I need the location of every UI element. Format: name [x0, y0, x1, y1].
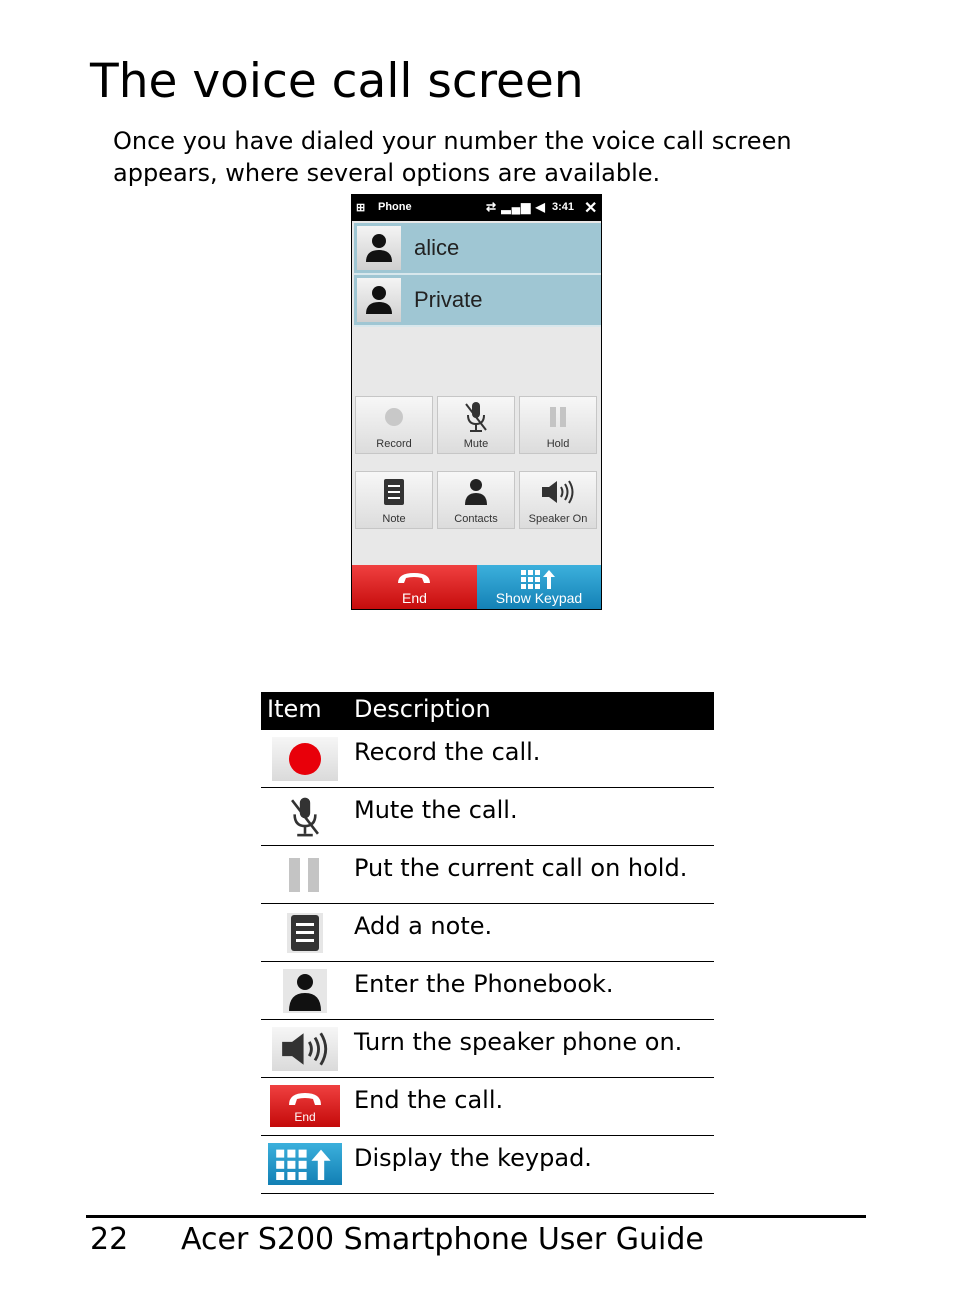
table-row [261, 904, 714, 962]
footer-guide-title: Acer S200 Smartphone User Guide [181, 1222, 704, 1257]
table-row [261, 1020, 714, 1078]
show-keypad-label: Show Keypad [495, 590, 583, 606]
table-row [261, 1136, 714, 1194]
intro-paragraph: Once you have dialed your number the voice call screen appears, where several options are available. [113, 127, 792, 187]
mute-icon [269, 795, 341, 839]
record-icon [356, 399, 432, 435]
note-icon [356, 474, 432, 510]
record-icon [272, 737, 338, 781]
show-keypad-button[interactable] [477, 565, 601, 610]
row-description: End the call. [354, 1086, 504, 1114]
contact-avatar-icon [357, 278, 401, 322]
row-description: Turn the speaker phone on. [354, 1028, 683, 1056]
close-icon: ✕ [584, 200, 598, 217]
speaker-on-label: Speaker On [528, 513, 588, 525]
row-description: Put the current call on hold. [354, 854, 688, 882]
contact-avatar-icon [357, 226, 401, 270]
contact-name: alice [414, 235, 460, 260]
mute-icon [438, 399, 514, 435]
windows-start-icon: ⊞ [356, 202, 366, 214]
row-description: Record the call. [354, 738, 541, 766]
contact-name: Private [414, 287, 483, 312]
note-button[interactable] [355, 471, 433, 529]
note-label: Note [382, 513, 406, 525]
header-description: Description [354, 695, 491, 723]
table-row [261, 846, 714, 904]
hold-button[interactable] [519, 396, 597, 454]
end-call-icon [270, 1085, 340, 1127]
contacts-label: Contacts [454, 513, 498, 525]
svg-text:End: End [294, 1110, 316, 1124]
row-description: Mute the call. [354, 796, 518, 824]
table-row [261, 962, 714, 1020]
row-description: Display the keypad. [354, 1144, 592, 1172]
contact-row-2 [354, 275, 601, 327]
table-row [261, 730, 714, 788]
status-icons: ⇄ ▂▄▆ ◀ [486, 200, 546, 214]
end-call-icon [394, 569, 434, 589]
row-description: Enter the Phonebook. [354, 970, 614, 998]
end-label: End [402, 590, 427, 606]
contacts-icon [438, 474, 514, 510]
note-icon [269, 911, 341, 955]
page-title: The voice call screen [90, 54, 584, 109]
status-app-title: Phone [378, 201, 412, 213]
row-description: Add a note. [354, 912, 493, 940]
speaker-icon [520, 474, 596, 510]
page-number: 22 [90, 1222, 129, 1257]
status-bar [352, 195, 601, 221]
footer-rule [86, 1215, 866, 1218]
status-time: 3:41 [552, 201, 575, 213]
table-header [261, 692, 714, 730]
table-row [261, 788, 714, 846]
contact-row-1 [354, 223, 601, 275]
header-item: Item [267, 695, 322, 723]
mute-button[interactable] [437, 396, 515, 454]
hold-icon [520, 399, 596, 435]
record-button[interactable] [355, 396, 433, 454]
phone-screenshot [351, 194, 602, 610]
speaker-on-button[interactable] [519, 471, 597, 529]
end-call-button[interactable] [352, 565, 477, 610]
icon-description-table [261, 692, 714, 1194]
table-row [261, 1078, 714, 1136]
speaker-icon [272, 1027, 338, 1071]
hold-label: Hold [546, 438, 570, 450]
show-keypad-icon [519, 568, 559, 590]
contacts-icon [269, 969, 341, 1013]
contacts-button[interactable] [437, 471, 515, 529]
mute-label: Mute [463, 438, 489, 450]
hold-icon [269, 853, 341, 897]
record-label: Record [376, 438, 412, 450]
show-keypad-icon [268, 1143, 342, 1185]
